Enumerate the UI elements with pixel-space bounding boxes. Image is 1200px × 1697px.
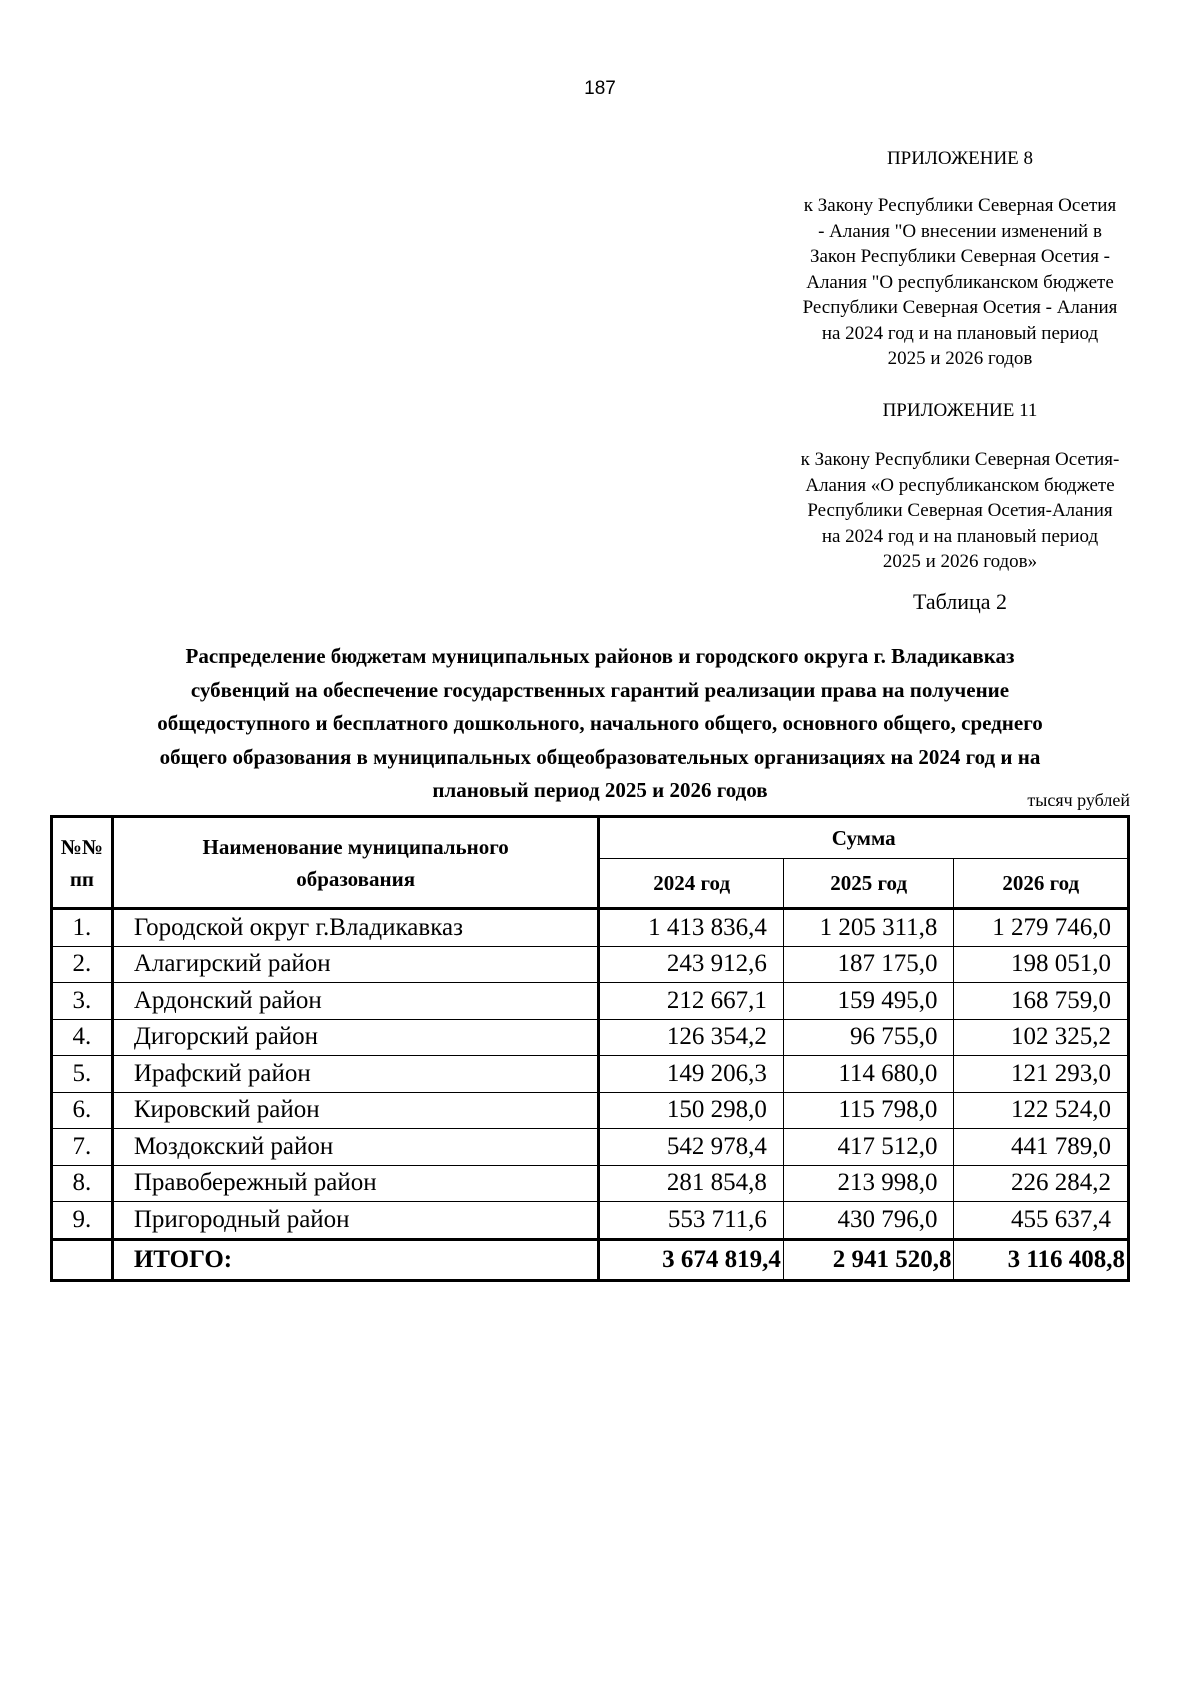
table-row: [52, 1129, 1129, 1166]
row-value-2025: 187 175,0: [783, 946, 954, 983]
row-number: 4.: [52, 1019, 113, 1056]
row-name: Алагирский район: [112, 946, 599, 983]
table-label: Таблица 2: [912, 589, 1008, 614]
appendix-8-line: Республики Северная Осетия - Алания: [802, 297, 1118, 318]
appendix-8-line: Алания "О республиканском бюджете: [806, 271, 1114, 293]
row-number: 9.: [52, 1202, 113, 1240]
row-value-2024: 281 854,8: [599, 1165, 783, 1202]
header-year-2026: 2026 год: [954, 859, 1129, 909]
header-year-2025: 2025 год: [783, 859, 954, 909]
title-line: субвенций на обеспечение государственных гарантий реализации права на получение: [190, 677, 1010, 702]
header-number-line2: пп: [69, 866, 95, 891]
appendix-8-title: ПРИЛОЖЕНИЕ 8: [886, 148, 1034, 169]
row-value-2024: 553 711,6: [599, 1202, 783, 1240]
table-row: [52, 909, 1129, 947]
title-line: плановый период 2025 и 2026 годов: [432, 778, 768, 802]
header-number: [52, 817, 113, 909]
appendix-8-line: к Закону Республики Северная Осетия: [803, 195, 1117, 216]
total-row: [52, 1239, 1129, 1280]
appendix-11-line: Республики Северная Осетия-Алания: [807, 500, 1113, 521]
total-value-2024: 3 674 819,4: [599, 1239, 783, 1280]
row-value-2025: 96 755,0: [783, 1019, 954, 1056]
table-row: [52, 983, 1129, 1020]
table-row: [52, 1202, 1129, 1240]
row-value-2026: 121 293,0: [954, 1056, 1129, 1093]
row-name: Городской округ г.Владикавказ: [112, 909, 599, 947]
row-value-2026: 122 524,0: [954, 1092, 1129, 1129]
row-value-2026: 198 051,0: [954, 946, 1129, 983]
row-number: 7.: [52, 1129, 113, 1166]
header-row-top: [52, 817, 1129, 859]
total-value-2025: 2 941 520,8: [783, 1239, 954, 1280]
row-value-2024: 243 912,6: [599, 946, 783, 983]
row-name: Пригородный район: [112, 1202, 599, 1240]
total-label: ИТОГО:: [112, 1239, 599, 1280]
row-value-2025: 1 205 311,8: [783, 909, 954, 947]
row-number: 1.: [52, 909, 113, 947]
appendix-11-text: [770, 447, 1150, 575]
units-label: тысяч рублей: [1027, 790, 1130, 810]
appendix-8-line: на 2024 год и на плановый период: [821, 322, 1099, 344]
row-name: Дигорский район: [112, 1019, 599, 1056]
row-number: 3.: [52, 983, 113, 1020]
document-title: [50, 640, 1150, 808]
table-row: [52, 1019, 1129, 1056]
appendix-11-line: Алания «О республиканском бюджете: [805, 474, 1115, 496]
row-value-2025: 417 512,0: [783, 1129, 954, 1166]
appendix-11-line: к Закону Республики Северная Осетия-: [800, 449, 1120, 470]
row-value-2026: 226 284,2: [954, 1165, 1129, 1202]
row-name: Ирафский район: [112, 1056, 599, 1093]
row-value-2024: 149 206,3: [599, 1056, 783, 1093]
page-number: 187: [584, 78, 616, 99]
row-name: Ардонский район: [112, 983, 599, 1020]
row-value-2025: 114 680,0: [783, 1056, 954, 1093]
total-value-2026: 3 116 408,8: [954, 1239, 1129, 1280]
appendix-8-line: Закон Республики Северная Осетия -: [809, 246, 1111, 267]
title-line: Распределение бюджетам муниципальных районов и городского округа г. Владикавказ: [185, 644, 1015, 668]
table-row: [52, 1056, 1129, 1093]
row-value-2025: 159 495,0: [783, 983, 954, 1020]
appendix-11-line: 2025 и 2026 годов»: [882, 551, 1038, 572]
row-number: 8.: [52, 1165, 113, 1202]
header-sum: Сумма: [599, 817, 1129, 859]
header-name-line2: образования: [296, 866, 416, 891]
header-name-line1: Наименование муниципального: [202, 834, 509, 859]
table-row: [52, 946, 1129, 983]
row-value-2026: 455 637,4: [954, 1202, 1129, 1240]
row-name: Моздокский район: [112, 1129, 599, 1166]
row-value-2025: 115 798,0: [783, 1092, 954, 1129]
row-number: 2.: [52, 946, 113, 983]
appendix-11-title: ПРИЛОЖЕНИЕ 11: [882, 400, 1038, 421]
row-value-2026: 102 325,2: [954, 1019, 1129, 1056]
table-row: [52, 1165, 1129, 1202]
row-value-2026: 1 279 746,0: [954, 909, 1129, 947]
row-name: Кировский район: [112, 1092, 599, 1129]
row-value-2024: 212 667,1: [599, 983, 783, 1020]
row-value-2026: 441 789,0: [954, 1129, 1129, 1166]
title-line: общедоступного и бесплатного дошкольного, начального общего, основного общего, среднего: [157, 711, 1043, 735]
row-value-2026: 168 759,0: [954, 983, 1129, 1020]
title-line: общего образования в муниципальных общеобразовательных организациях на 2024 год и на: [159, 744, 1041, 769]
total-number-empty: [52, 1239, 113, 1280]
row-value-2025: 213 998,0: [783, 1165, 954, 1202]
table-row: [52, 1092, 1129, 1129]
row-number: 6.: [52, 1092, 113, 1129]
appendix-8-line: 2025 и 2026 годов: [887, 348, 1033, 369]
appendix-8-text: [770, 193, 1150, 372]
row-value-2024: 542 978,4: [599, 1129, 783, 1166]
row-value-2024: 1 413 836,4: [599, 909, 783, 947]
row-name: Правобережный район: [112, 1165, 599, 1202]
header-number-line1: №№: [60, 834, 104, 859]
appendix-11-line: на 2024 год и на плановый период: [821, 525, 1099, 547]
appendix-8-line: - Алания "О внесении изменений в: [818, 220, 1102, 242]
row-value-2024: 126 354,2: [599, 1019, 783, 1056]
header-year-2024: 2024 год: [599, 859, 783, 909]
row-value-2025: 430 796,0: [783, 1202, 954, 1240]
subvention-table: [50, 815, 1130, 1282]
row-number: 5.: [52, 1056, 113, 1093]
row-value-2024: 150 298,0: [599, 1092, 783, 1129]
header-name: [112, 817, 599, 909]
